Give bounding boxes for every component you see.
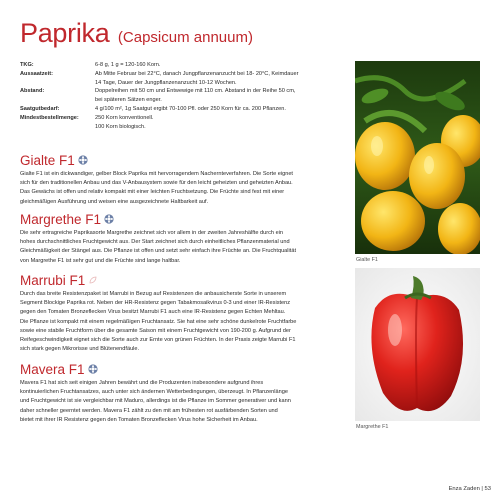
photo-caption: Gialte F1 <box>356 257 378 263</box>
seed-type-icon <box>78 155 88 165</box>
description-line: sowie eine stabile Fruchtform über die gesamte Saison mit einem Fruchtgewicht von 190-200 g. Aufgrund der <box>20 327 291 334</box>
red-pepper-image <box>355 268 480 421</box>
description-line: Gialte F1 ist ein dickwandiger, gelber Block Paprika mit hervorragendem Nachernteverfahren. Die Sorte eignet <box>20 171 293 177</box>
spec-row <box>20 61 350 70</box>
variety-name: Gialte F1 <box>20 152 75 168</box>
spec-line: 250 Korn konventionell. <box>95 114 154 121</box>
variety-name: Margrethe F1 <box>20 211 102 227</box>
description-line: Mavera F1 hat sich seit einigen Jahren bewährt und die Produzenten insbesondere aufgrund ihres <box>20 380 264 386</box>
spec-value <box>95 114 350 132</box>
organic-seed-icon <box>88 275 98 285</box>
spec-value <box>95 87 350 105</box>
variety-section-gialte <box>20 152 345 207</box>
photo-caption: Margrethe F1 <box>356 424 389 430</box>
variety-description <box>20 229 345 266</box>
spec-line: Ab Mitte Februar bei 22°C, danach Jungpflanzenanzucht bei 18- 20°C, Keimdauer <box>95 70 299 77</box>
title-row <box>20 18 253 49</box>
description-line: von Margrethe F1 ist sehr gut und die Früchte sind lange haltbar. <box>20 257 181 264</box>
spec-value <box>95 61 350 70</box>
spec-label: Mindestbestellmenge: <box>20 114 79 121</box>
description-line: und Fruchtgewicht ist sie vergleichbar mit Maduro, allerdings ist die Pflanze im Sommer generativer und kann <box>20 398 291 405</box>
spec-line: 4 g/100 m², 1g Saatgut ergibt 70-100 Pfl. oder 250 Korn für ca. 200 Pflanzen. <box>95 105 286 112</box>
seed-type-icon <box>88 364 98 374</box>
description-line: Segment Blockige Paprika rot. Neben der HR-Resistenz gegen Tabakmosaikvirus 0-3 und einer IR-Resistenz <box>20 300 291 307</box>
description-line: Das Gewächs ist offen und relativ kompakt mit einer leichten Fruchtsetzung. Die Früchte sind fest mit einer <box>20 189 285 196</box>
spec-label: Aussaatzeit: <box>20 70 53 77</box>
spec-line: bei späteren Sätzen enger. <box>95 97 162 104</box>
spec-line: 6-8 g, 1 g = 120-160 Korn. <box>95 62 161 68</box>
specs-table <box>20 61 350 131</box>
page-title: Paprika <box>20 18 110 48</box>
description-line: hohes durchschnittliches Fruchtgewicht aus. Der Start zeichnet sich durch einheitliches Pflanzenmaterial und <box>20 239 290 246</box>
description-line: Die Pflanze ist kompakt mit einem regelmäßigen Fruchtansatz. Sie hat eine sehr schöne dunkelrote Fruchtfarbe <box>20 318 297 325</box>
description-line: sich stark gegen Mikrorisse und Blütenendfäule. <box>20 346 140 353</box>
variety-title <box>20 211 345 227</box>
spec-value <box>95 70 350 88</box>
description-line: bietet mit ihrer IR Resistenz gegen den Tomaten Bronzeflecken Virus hohe Sicherheit im Anbau. <box>20 416 258 423</box>
page-footer: Enza Zaden | 53 <box>448 486 491 492</box>
description-line: Die sehr ertragreiche Paprikasorte Margrethe zeichnet sich vor allem in der zweiten Jahreshälfte durch ein <box>20 230 284 236</box>
variety-description <box>20 379 345 425</box>
yellow-pepper-image <box>355 61 480 254</box>
description-line: Durch das breite Resistenzpaket ist Marrubi in Bezug auf Resistenzen die anbausicherste Sorte in unserem <box>20 291 287 297</box>
variety-title <box>20 152 345 168</box>
spec-row <box>20 87 350 105</box>
seed-type-icon <box>104 214 114 224</box>
spec-value <box>95 105 350 114</box>
description-line: gegen den Tomaten Bronzeflecken Virus besitzt Marrubi F1 auch eine IR-Resistenz gegen Echten Mehltau. <box>20 309 286 316</box>
variety-section-margrethe <box>20 211 345 266</box>
description-line: Gleichmäßigkeit der Stängel aus. Die Pflanze ist offen und setzt sehr einfach ihre Früchte an. Die Fruchtqualität <box>20 248 296 255</box>
spec-label: Saatgutbedarf: <box>20 105 60 112</box>
description-line: Reifegeschwindigkeit eignet sich die Sorte auch zur Ernte von grünen Früchten. In der Praxis zeigte Marrubi F1 <box>20 337 296 344</box>
photo-margrethe <box>355 268 480 421</box>
spec-line: 14 Tage, Dauer der Jungpflanzenanzucht 10-12 Wochen. <box>95 79 237 86</box>
variety-name: Mavera F1 <box>20 361 85 377</box>
description-line: sich für den traditionellen Anbau und das V-Anbausystem sowie für den leicht geheizten und geheizten Anbau. <box>20 180 293 187</box>
variety-description <box>20 170 345 207</box>
spec-row <box>20 114 350 132</box>
page-subtitle: (Capsicum annuum) <box>117 29 253 46</box>
description-line: gleichmäßigen Ausführung und weisen eine ausgezeichnete Haltbarkeit auf. <box>20 198 209 205</box>
variety-title <box>20 272 345 288</box>
variety-title <box>20 361 345 377</box>
spec-label: TKG: <box>20 62 34 68</box>
spec-line: Doppelreihen mit 50 cm und Entwewige mit 110 cm. Abstand in der Reihe 50 cm, <box>95 88 296 95</box>
variety-section-mavera <box>20 361 345 425</box>
spec-label: Abstand: <box>20 88 45 95</box>
spec-line: 100 Korn biologisch. <box>95 123 146 130</box>
spec-row <box>20 70 350 88</box>
variety-description <box>20 290 345 354</box>
variety-section-marrubi <box>20 272 345 354</box>
description-line: kontinuierlichen Fruchtansatzes, auch unter sich ändernen Wetterbedingungen, überzeugt. In Pflanzenlänge <box>20 389 288 396</box>
description-line: daher schneller geerntet werden. Mavera F1 zählt zu den mit am frühesten rot ausfärbenden Sorten und <box>20 407 278 414</box>
photo-gialte <box>355 61 480 254</box>
spec-row <box>20 105 350 114</box>
variety-name: Marrubi F1 <box>20 272 86 288</box>
